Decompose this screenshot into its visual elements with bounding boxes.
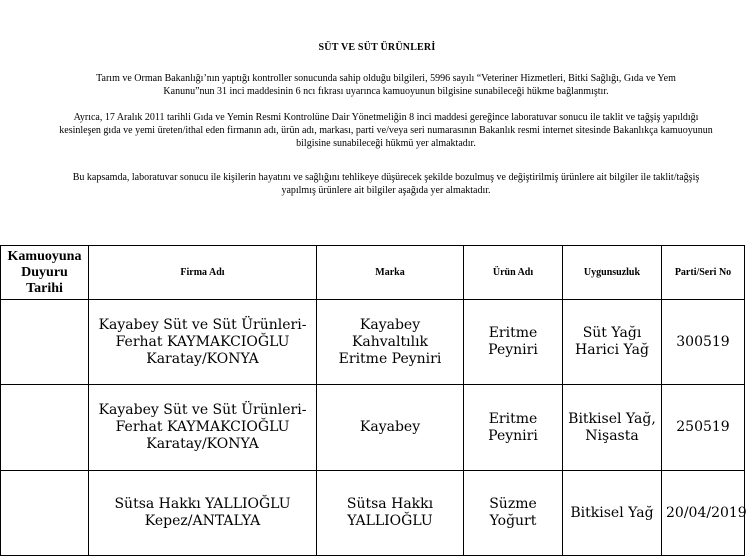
cell-line: Nişasta — [585, 427, 639, 444]
firm-cell — [89, 300, 317, 385]
firm-cell — [89, 471, 317, 556]
header-announcement-date — [1, 246, 89, 300]
cell-line: Bitkisel Yağ, — [568, 410, 656, 427]
cell-line: Karatay/KONYA — [146, 436, 259, 452]
cell-line: Kayabey — [359, 419, 421, 435]
header-nonconformity: Uygunsuzluk — [563, 246, 662, 300]
cell-line: Kayabey Kahvaltılık — [351, 316, 429, 350]
header-line: Duyuru — [21, 264, 68, 280]
header-product-name: Ürün Adı — [464, 246, 563, 300]
header-brand: Marka — [317, 246, 464, 300]
header-batch-number: Parti/Seri No — [662, 246, 745, 300]
cell-line: Kayabey Süt ve Süt Ürünleri- — [98, 402, 307, 418]
brand-cell — [317, 385, 464, 471]
firm-cell — [89, 385, 317, 471]
cell-line: Ferhat KAYMAKCIOĞLU — [115, 419, 290, 435]
cell-line: Ferhat KAYMAKCIOĞLU — [115, 333, 290, 350]
batch-cell: 250519 — [662, 385, 745, 471]
header-line: Kamuoyuna — [7, 248, 82, 264]
product-cell: Süzme Yoğurt — [464, 471, 563, 556]
regulation-paragraph — [28, 111, 744, 150]
header-firm-name: Firma Adı — [89, 246, 317, 300]
table-row — [1, 300, 745, 385]
cell-line: Sütsa Hakkı YALLIOĞLU — [114, 496, 291, 512]
date-cell — [1, 300, 89, 385]
cell-line: Karatay/KONYA — [146, 350, 259, 367]
issue-cell — [563, 385, 662, 471]
date-cell — [1, 471, 89, 556]
cell-line: Harici Yağ — [575, 342, 649, 358]
cell-line: Kepez/ANTALYA — [144, 513, 261, 529]
table-row — [1, 471, 745, 556]
product-table — [0, 245, 745, 556]
product-cell: Eritme Peyniri — [464, 385, 563, 471]
product-cell: Eritme Peyniri — [464, 300, 563, 385]
brand-cell — [317, 471, 464, 556]
scope-paragraph — [28, 171, 744, 197]
paragraph-line: Bu kapsamda, laboratuvar sonucu ile kişilerin hayatını ve sağlığını tehlikeye düşürecek şekilde bozulmuş ve değiştirilmiş ürünlere ait bilgiler ile taklit/tağşiş — [72, 172, 700, 183]
paragraph-line: Tarım ve Orman Bakanlığı’nın yaptığı kontroller sonucunda sahip olduğu bilgileri, 5996 sayılı “Veteriner Hizmetleri, Bitki Sağlığı, Gıda ve Yem — [96, 73, 676, 84]
batch-cell: 20/04/2019 — [662, 471, 745, 556]
intro-paragraph — [28, 72, 744, 98]
table-header-row — [1, 246, 745, 300]
brand-cell — [317, 300, 464, 385]
cell-line: Kayabey Süt ve Süt Ürünleri- — [98, 316, 307, 333]
date-cell — [1, 385, 89, 471]
batch-cell: 300519 — [662, 300, 745, 385]
paragraph-line: Ayrıca, 17 Aralık 2011 tarihli Gıda ve Yemin Resmi Kontrolüne Dair Yönetmeliğin 8 inci maddesi gereğince laboratuvar sonucu ile taklit ve tağşiş yapıldığı — [73, 112, 699, 123]
cell-line: Bitkisel Yağ — [570, 504, 654, 521]
issue-cell — [563, 300, 662, 385]
cell-line: Süt Yağı — [582, 325, 642, 341]
paragraph-line: bilgisine sunabileceği hükmü yer almaktadır. — [296, 138, 476, 149]
table-row — [1, 385, 745, 471]
header-line: Tarihi — [26, 280, 63, 296]
cell-line: Sütsa Hakkı — [346, 496, 434, 512]
paragraph-line: kesinleşen gıda ve yemi üreten/ithal eden firmanın adı, ürün adı, markası, parti ve/veya seri numarasının Bakanlık resmi internet sitesinde Bakanlıkça kamuoyunun — [59, 125, 713, 136]
cell-line: YALLIOĞLU — [347, 513, 433, 529]
paragraph-line: Kanunu”nun 31 inci maddesinin 6 ncı fıkrası uyarınca kamuoyunun bilgisine sunabileceği hükme bağlanmıştır. — [163, 86, 609, 97]
issue-cell — [563, 471, 662, 556]
cell-line: Eritme Peyniri — [338, 350, 442, 367]
paragraph-line: yapılmış ürünlere ait bilgiler aşağıda yer almaktadır. — [281, 185, 491, 196]
document-title: SÜT VE SÜT ÜRÜNLERİ — [318, 42, 436, 53]
